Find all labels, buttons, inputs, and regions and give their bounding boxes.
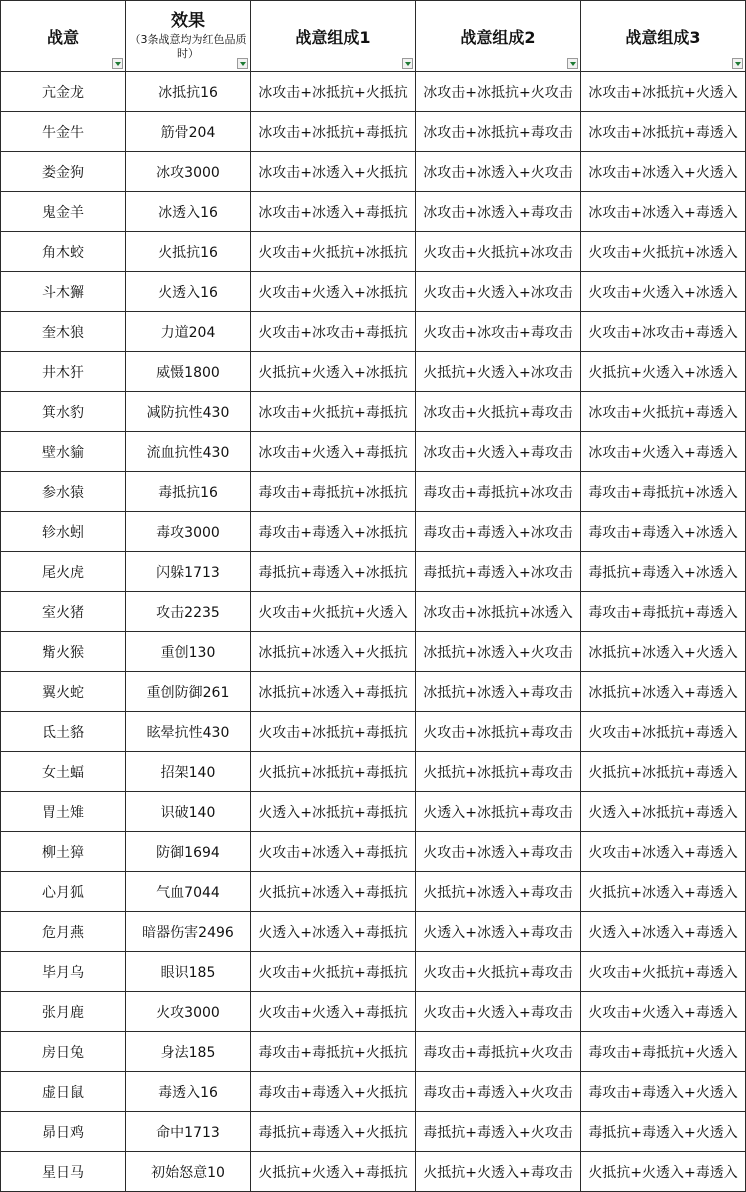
zhanyi-cell: 柳土獐 — [1, 832, 126, 872]
composition-3-cell: 火攻击+冰透入+毒透入 — [581, 832, 746, 872]
table-row — [1, 192, 746, 232]
zhanyi-cell: 奎木狼 — [1, 312, 126, 352]
table-row — [1, 912, 746, 952]
zhanyi-cell: 心月狐 — [1, 872, 126, 912]
composition-3-cell: 火攻击+火透入+毒透入 — [581, 992, 746, 1032]
effect-cell: 火攻3000 — [126, 992, 251, 1032]
effect-cell: 筋骨204 — [126, 112, 251, 152]
zhanyi-cell: 牛金牛 — [1, 112, 126, 152]
composition-2-cell: 火攻击+冰攻击+毒攻击 — [416, 312, 581, 352]
table-row — [1, 552, 746, 592]
composition-3-cell: 火抵抗+冰抵抗+毒透入 — [581, 752, 746, 792]
zhanyi-cell: 翼火蛇 — [1, 672, 126, 712]
composition-1-cell: 火攻击+冰攻击+毒抵抗 — [251, 312, 416, 352]
header-zhanyi — [1, 1, 126, 72]
composition-3-cell: 冰抵抗+冰透入+毒透入 — [581, 672, 746, 712]
composition-3-cell: 冰攻击+冰抵抗+毒透入 — [581, 112, 746, 152]
effect-cell: 冰抵抗16 — [126, 72, 251, 112]
header-row — [1, 1, 746, 72]
composition-1-cell: 毒抵抗+毒透入+火抵抗 — [251, 1112, 416, 1152]
zhanyi-cell: 角木蛟 — [1, 232, 126, 272]
composition-1-cell: 火攻击+火透入+冰抵抗 — [251, 272, 416, 312]
effect-cell: 火透入16 — [126, 272, 251, 312]
composition-2-cell: 毒攻击+毒抵抗+火攻击 — [416, 1032, 581, 1072]
composition-1-cell: 火抵抗+冰抵抗+毒抵抗 — [251, 752, 416, 792]
effect-cell: 流血抗性430 — [126, 432, 251, 472]
table-row — [1, 992, 746, 1032]
effect-cell: 火抵抗16 — [126, 232, 251, 272]
composition-3-cell: 毒抵抗+毒透入+火透入 — [581, 1112, 746, 1152]
effect-cell: 初始怒意10 — [126, 1152, 251, 1192]
composition-3-cell: 火攻击+火抵抗+冰透入 — [581, 232, 746, 272]
composition-2-cell: 冰攻击+火抵抗+毒攻击 — [416, 392, 581, 432]
composition-1-cell: 冰攻击+火抵抗+毒抵抗 — [251, 392, 416, 432]
zhanyi-cell: 鬼金羊 — [1, 192, 126, 232]
table-row — [1, 472, 746, 512]
composition-1-cell: 冰抵抗+冰透入+火抵抗 — [251, 632, 416, 672]
composition-3-cell: 冰攻击+火抵抗+毒透入 — [581, 392, 746, 432]
header-composition-3 — [581, 1, 746, 72]
composition-3-cell: 毒抵抗+毒透入+冰透入 — [581, 552, 746, 592]
zhanyi-cell: 轸水蚓 — [1, 512, 126, 552]
zhanyi-cell: 昴日鸡 — [1, 1112, 126, 1152]
composition-2-cell: 火抵抗+冰抵抗+毒攻击 — [416, 752, 581, 792]
zhanyi-cell: 斗木獬 — [1, 272, 126, 312]
table-row — [1, 592, 746, 632]
composition-1-cell: 火抵抗+冰透入+毒抵抗 — [251, 872, 416, 912]
zhanyi-cell: 危月燕 — [1, 912, 126, 952]
composition-1-cell: 毒攻击+毒抵抗+冰抵抗 — [251, 472, 416, 512]
table-row — [1, 1072, 746, 1112]
composition-1-cell: 火攻击+火抵抗+毒抵抗 — [251, 952, 416, 992]
effect-cell: 气血7044 — [126, 872, 251, 912]
composition-2-cell: 冰抵抗+冰透入+毒攻击 — [416, 672, 581, 712]
effect-cell: 重创130 — [126, 632, 251, 672]
composition-2-cell: 火攻击+火抵抗+毒攻击 — [416, 952, 581, 992]
composition-2-cell: 火攻击+火透入+毒攻击 — [416, 992, 581, 1032]
effect-cell: 毒抵抗16 — [126, 472, 251, 512]
table-row — [1, 872, 746, 912]
table-row — [1, 392, 746, 432]
composition-1-cell: 火透入+冰透入+毒抵抗 — [251, 912, 416, 952]
effect-cell: 眩晕抗性430 — [126, 712, 251, 752]
composition-2-cell: 火抵抗+火透入+冰攻击 — [416, 352, 581, 392]
header-zhanyi-label: 战意 — [46, 27, 79, 47]
composition-1-cell: 毒攻击+毒透入+冰抵抗 — [251, 512, 416, 552]
composition-2-cell: 火攻击+火透入+冰攻击 — [416, 272, 581, 312]
table-row — [1, 792, 746, 832]
effect-cell: 冰透入16 — [126, 192, 251, 232]
filter-dropdown-icon[interactable] — [402, 58, 413, 69]
table-row — [1, 152, 746, 192]
composition-2-cell: 冰攻击+火透入+毒攻击 — [416, 432, 581, 472]
zhanyi-cell: 娄金狗 — [1, 152, 126, 192]
composition-3-cell: 火攻击+火抵抗+毒透入 — [581, 952, 746, 992]
table-row — [1, 232, 746, 272]
composition-1-cell: 冰攻击+冰透入+火抵抗 — [251, 152, 416, 192]
table-row — [1, 312, 746, 352]
zhanyi-cell: 壁水貐 — [1, 432, 126, 472]
composition-3-cell: 火攻击+冰抵抗+毒透入 — [581, 712, 746, 752]
composition-3-cell: 毒攻击+毒抵抗+毒透入 — [581, 592, 746, 632]
zhanyi-cell: 女土蝠 — [1, 752, 126, 792]
filter-dropdown-icon[interactable] — [237, 58, 248, 69]
composition-3-cell: 火抵抗+火透入+冰透入 — [581, 352, 746, 392]
zhanyi-cell: 室火猪 — [1, 592, 126, 632]
composition-1-cell: 火透入+冰抵抗+毒抵抗 — [251, 792, 416, 832]
composition-1-cell: 火抵抗+火透入+冰抵抗 — [251, 352, 416, 392]
effect-cell: 眼识185 — [126, 952, 251, 992]
zhanyi-cell: 尾火虎 — [1, 552, 126, 592]
header-composition-3-label: 战意组成3 — [625, 27, 701, 47]
composition-2-cell: 火攻击+火抵抗+冰攻击 — [416, 232, 581, 272]
composition-3-cell: 毒攻击+毒抵抗+冰透入 — [581, 472, 746, 512]
composition-3-cell: 冰攻击+冰透入+毒透入 — [581, 192, 746, 232]
composition-3-cell: 火攻击+冰攻击+毒透入 — [581, 312, 746, 352]
header-composition-1-label: 战意组成1 — [295, 27, 371, 47]
header-composition-2 — [416, 1, 581, 72]
zhanyi-cell: 房日兔 — [1, 1032, 126, 1072]
effect-cell: 攻击2235 — [126, 592, 251, 632]
composition-1-cell: 火抵抗+火透入+毒抵抗 — [251, 1152, 416, 1192]
effect-cell: 毒攻3000 — [126, 512, 251, 552]
composition-3-cell: 火透入+冰抵抗+毒透入 — [581, 792, 746, 832]
composition-3-cell: 火抵抗+冰透入+毒透入 — [581, 872, 746, 912]
composition-1-cell: 冰攻击+冰抵抗+毒抵抗 — [251, 112, 416, 152]
effect-cell: 身法185 — [126, 1032, 251, 1072]
composition-2-cell: 火抵抗+火透入+毒攻击 — [416, 1152, 581, 1192]
composition-2-cell: 火抵抗+冰透入+毒攻击 — [416, 872, 581, 912]
composition-1-cell: 冰攻击+火透入+毒抵抗 — [251, 432, 416, 472]
composition-1-cell: 冰攻击+冰透入+毒抵抗 — [251, 192, 416, 232]
composition-2-cell: 冰攻击+冰抵抗+冰透入 — [416, 592, 581, 632]
zhanyi-cell: 氐土貉 — [1, 712, 126, 752]
table-row — [1, 1112, 746, 1152]
composition-3-cell: 冰攻击+火透入+毒透入 — [581, 432, 746, 472]
header-composition-2-label: 战意组成2 — [460, 27, 536, 47]
filter-dropdown-icon[interactable] — [112, 58, 123, 69]
composition-2-cell: 冰抵抗+冰透入+火攻击 — [416, 632, 581, 672]
composition-2-cell: 毒攻击+毒抵抗+冰攻击 — [416, 472, 581, 512]
zhanyi-cell: 毕月乌 — [1, 952, 126, 992]
table-body — [1, 72, 746, 1192]
table-row — [1, 712, 746, 752]
composition-1-cell: 火攻击+冰抵抗+毒抵抗 — [251, 712, 416, 752]
composition-1-cell: 火攻击+冰透入+毒抵抗 — [251, 832, 416, 872]
composition-2-cell: 火攻击+冰抵抗+毒攻击 — [416, 712, 581, 752]
composition-3-cell: 冰攻击+冰抵抗+火透入 — [581, 72, 746, 112]
effect-cell: 暗器伤害2496 — [126, 912, 251, 952]
table-row — [1, 752, 746, 792]
filter-dropdown-icon[interactable] — [567, 58, 578, 69]
zhanyi-cell: 箕水豹 — [1, 392, 126, 432]
effect-cell: 重创防御261 — [126, 672, 251, 712]
table-row — [1, 432, 746, 472]
composition-2-cell: 冰攻击+冰抵抗+毒攻击 — [416, 112, 581, 152]
composition-1-cell: 火攻击+火抵抗+冰抵抗 — [251, 232, 416, 272]
composition-1-cell: 毒抵抗+毒透入+冰抵抗 — [251, 552, 416, 592]
composition-3-cell: 火透入+冰透入+毒透入 — [581, 912, 746, 952]
effect-cell: 冰攻3000 — [126, 152, 251, 192]
composition-3-cell: 毒攻击+毒透入+火透入 — [581, 1072, 746, 1112]
composition-3-cell: 火攻击+火透入+冰透入 — [581, 272, 746, 312]
composition-1-cell: 火攻击+火透入+毒抵抗 — [251, 992, 416, 1032]
composition-1-cell: 冰抵抗+冰透入+毒抵抗 — [251, 672, 416, 712]
composition-3-cell: 毒攻击+毒透入+冰透入 — [581, 512, 746, 552]
table-row — [1, 352, 746, 392]
effect-cell: 招架140 — [126, 752, 251, 792]
effect-cell: 命中1713 — [126, 1112, 251, 1152]
composition-2-cell: 冰攻击+冰抵抗+火攻击 — [416, 72, 581, 112]
effect-cell: 闪躲1713 — [126, 552, 251, 592]
effect-cell: 识破140 — [126, 792, 251, 832]
zhanyi-cell: 亢金龙 — [1, 72, 126, 112]
table-row — [1, 632, 746, 672]
composition-2-cell: 火透入+冰透入+毒攻击 — [416, 912, 581, 952]
composition-2-cell: 火透入+冰抵抗+毒攻击 — [416, 792, 581, 832]
table-row — [1, 1032, 746, 1072]
table-row — [1, 72, 746, 112]
table-row — [1, 512, 746, 552]
composition-2-cell: 毒抵抗+毒透入+冰攻击 — [416, 552, 581, 592]
header-composition-1 — [251, 1, 416, 72]
zhanyi-cell: 虚日鼠 — [1, 1072, 126, 1112]
zhanyi-cell: 胃土雉 — [1, 792, 126, 832]
zhanyi-cell: 星日马 — [1, 1152, 126, 1192]
composition-2-cell: 毒抵抗+毒透入+火攻击 — [416, 1112, 581, 1152]
zhanyi-cell: 参水猿 — [1, 472, 126, 512]
composition-1-cell: 火攻击+火抵抗+火透入 — [251, 592, 416, 632]
effect-cell: 减防抗性430 — [126, 392, 251, 432]
composition-3-cell: 冰抵抗+冰透入+火透入 — [581, 632, 746, 672]
header-effect-note: （3条战意均为红色品质时） — [129, 33, 247, 60]
composition-2-cell: 火攻击+冰透入+毒攻击 — [416, 832, 581, 872]
header-effect — [126, 1, 251, 72]
effect-cell: 毒透入16 — [126, 1072, 251, 1112]
effect-cell: 威慑1800 — [126, 352, 251, 392]
composition-2-cell: 毒攻击+毒透入+火攻击 — [416, 1072, 581, 1112]
table-row — [1, 952, 746, 992]
composition-2-cell: 冰攻击+冰透入+火攻击 — [416, 152, 581, 192]
table-row — [1, 1152, 746, 1192]
composition-3-cell: 毒攻击+毒抵抗+火透入 — [581, 1032, 746, 1072]
composition-1-cell: 冰攻击+冰抵抗+火抵抗 — [251, 72, 416, 112]
composition-1-cell: 毒攻击+毒抵抗+火抵抗 — [251, 1032, 416, 1072]
composition-2-cell: 冰攻击+冰透入+毒攻击 — [416, 192, 581, 232]
table-row — [1, 112, 746, 152]
effect-cell: 力道204 — [126, 312, 251, 352]
effect-cell: 防御1694 — [126, 832, 251, 872]
table-row — [1, 832, 746, 872]
composition-2-cell: 毒攻击+毒透入+冰攻击 — [416, 512, 581, 552]
zhanyi-cell: 张月鹿 — [1, 992, 126, 1032]
filter-dropdown-icon[interactable] — [732, 58, 743, 69]
header-effect-label: 效果 — [171, 11, 205, 31]
composition-3-cell: 火抵抗+火透入+毒透入 — [581, 1152, 746, 1192]
table-row — [1, 672, 746, 712]
composition-1-cell: 毒攻击+毒透入+火抵抗 — [251, 1072, 416, 1112]
zhanyi-cell: 井木犴 — [1, 352, 126, 392]
zhanyi-cell: 觜火猴 — [1, 632, 126, 672]
composition-3-cell: 冰攻击+冰透入+火透入 — [581, 152, 746, 192]
table-row — [1, 272, 746, 312]
